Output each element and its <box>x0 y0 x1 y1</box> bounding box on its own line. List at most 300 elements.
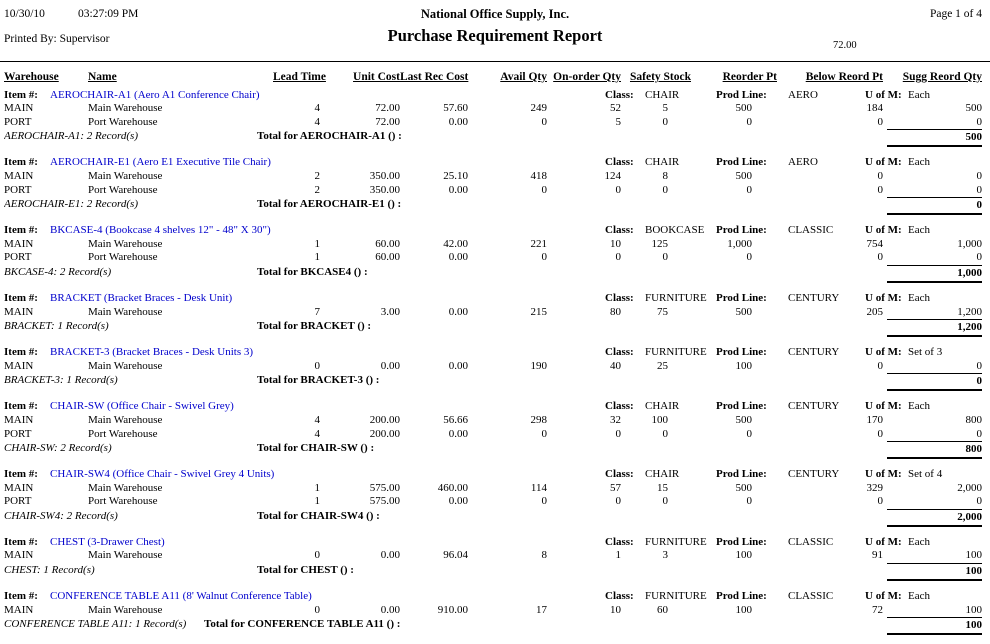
item-link[interactable]: BRACKET-3 (Bracket Braces - Desk Units 3) <box>50 346 254 359</box>
warehouse-name: Main Warehouse <box>88 237 163 250</box>
item-group <box>0 224 990 283</box>
col-below-reord-pt: Below Reord Pt <box>805 71 883 83</box>
group-total-row <box>0 617 990 635</box>
avail-qty-value: 8 <box>541 549 547 562</box>
item-header-row <box>0 536 990 550</box>
class-value: CHAIR <box>645 468 680 481</box>
warehouse-row <box>0 102 990 116</box>
below-reord-pt-value: 329 <box>866 481 883 494</box>
uofm-label: U of M: <box>865 224 902 237</box>
sugg-reord-qty-value: 2,000 <box>957 481 982 494</box>
warehouse-row <box>0 251 990 265</box>
avail-qty-value: 249 <box>530 102 547 115</box>
lead-time-value: 4 <box>314 413 320 426</box>
prod-line-value: CENTURY <box>788 468 840 481</box>
record-count-text: CHAIR-SW4: 2 Record(s) <box>4 509 118 522</box>
unit-cost-value: 3.00 <box>380 305 400 318</box>
item-header-row <box>0 224 990 238</box>
warehouse-row <box>0 549 990 563</box>
warehouse-name: Main Warehouse <box>88 603 163 616</box>
avail-qty-value: 0 <box>541 183 547 196</box>
class-value: CHAIR <box>645 88 680 101</box>
uofm-label: U of M: <box>865 590 902 603</box>
class-value: FURNITURE <box>645 346 707 359</box>
sugg-reord-qty-value: 0 <box>976 183 982 196</box>
record-count-text: AEROCHAIR-A1: 2 Record(s) <box>4 130 138 143</box>
warehouse-row <box>0 238 990 252</box>
item-number-label: Item #: <box>4 346 38 359</box>
uofm-value: Set of 4 <box>908 468 943 481</box>
record-count-text: BRACKET: 1 Record(s) <box>4 320 109 333</box>
lead-time-value: 1 <box>314 251 320 264</box>
safety-stock-value: 125 <box>651 237 668 250</box>
class-label: Class: <box>605 400 634 413</box>
warehouse-name: Main Warehouse <box>88 102 163 115</box>
last-rec-cost-value: 0.00 <box>448 115 468 128</box>
warehouse-row <box>0 482 990 496</box>
avail-qty-value: 418 <box>530 169 547 182</box>
item-link[interactable]: AEROCHAIR-A1 (Aero A1 Conference Chair) <box>50 88 260 101</box>
prod-line-value: CENTURY <box>788 400 840 413</box>
company-name: National Office Supply, Inc. <box>420 7 570 21</box>
avail-qty-value: 17 <box>536 603 547 616</box>
warehouse-code: MAIN <box>4 413 34 426</box>
avail-qty-value: 0 <box>541 427 547 440</box>
safety-stock-value: 60 <box>657 603 668 616</box>
last-rec-cost-value: 460.00 <box>437 481 468 494</box>
item-header-row <box>0 346 990 360</box>
uofm-value: Each <box>908 224 930 237</box>
safety-stock-value: 75 <box>657 305 668 318</box>
on-order-qty-value: 1 <box>615 549 621 562</box>
sugg-reord-qty-value: 0 <box>976 427 982 440</box>
group-total-row <box>0 319 990 337</box>
sugg-reord-qty-value: 0 <box>976 495 982 508</box>
lead-time-value: 7 <box>314 305 320 318</box>
safety-stock-value: 0 <box>662 427 668 440</box>
item-header-row <box>0 292 990 306</box>
lead-time-value: 0 <box>314 359 320 372</box>
uofm-label: U of M: <box>865 535 902 548</box>
below-reord-pt-value: 0 <box>877 495 883 508</box>
item-header-row <box>0 400 990 414</box>
group-total-label: Total for AEROCHAIR-A1 () : <box>257 130 402 143</box>
page-number: Page 1 of 4 <box>929 8 982 20</box>
sugg-reord-qty-value: 1,000 <box>957 237 982 250</box>
uofm-label: U of M: <box>865 291 902 304</box>
warehouse-row <box>0 360 990 374</box>
reorder-pt-value: 500 <box>735 481 752 494</box>
warehouse-name: Main Warehouse <box>88 359 163 372</box>
report-title: Purchase Requirement Report <box>387 26 603 45</box>
record-count-text: BKCASE-4: 2 Record(s) <box>4 265 112 278</box>
warehouse-name: Main Warehouse <box>88 549 163 562</box>
group-total-row <box>0 441 990 459</box>
item-link[interactable]: AEROCHAIR-E1 (Aero E1 Executive Tile Chair) <box>50 156 271 169</box>
on-order-qty-value: 0 <box>615 427 621 440</box>
record-count-text: CHAIR-SW: 2 Record(s) <box>4 442 112 455</box>
prod-line-value: AERO <box>788 156 818 169</box>
prod-line-value: CLASSIC <box>788 535 834 548</box>
group-total-value: 100 <box>887 563 982 581</box>
group-total-value: 1,000 <box>887 265 982 283</box>
sugg-reord-qty-value: 0 <box>976 251 982 264</box>
warehouse-row <box>0 604 990 618</box>
warehouse-code: MAIN <box>4 102 34 115</box>
on-order-qty-value: 0 <box>615 251 621 264</box>
prod-line-value: CENTURY <box>788 291 840 304</box>
warehouse-rows <box>0 549 990 563</box>
sugg-reord-qty-value: 0 <box>976 359 982 372</box>
item-link[interactable]: CHAIR-SW (Office Chair - Swivel Grey) <box>50 400 234 413</box>
unit-cost-value: 60.00 <box>375 251 400 264</box>
unit-cost-value: 575.00 <box>369 495 400 508</box>
class-label: Class: <box>605 346 634 359</box>
prod-line-label: Prod Line: <box>716 291 767 304</box>
report-parameter: 72.00 <box>833 40 857 51</box>
below-reord-pt-value: 754 <box>866 237 883 250</box>
warehouse-code: MAIN <box>4 169 34 182</box>
col-warehouse: Warehouse <box>4 71 59 83</box>
unit-cost-value: 0.00 <box>380 359 400 372</box>
reorder-pt-value: 100 <box>735 359 752 372</box>
on-order-qty-value: 5 <box>615 115 621 128</box>
class-label: Class: <box>605 468 634 481</box>
reorder-pt-value: 100 <box>735 603 752 616</box>
warehouse-code: MAIN <box>4 549 34 562</box>
safety-stock-value: 25 <box>657 359 668 372</box>
group-total-value: 0 <box>887 373 982 391</box>
last-rec-cost-value: 57.60 <box>443 102 468 115</box>
below-reord-pt-value: 0 <box>877 115 883 128</box>
below-reord-pt-value: 0 <box>877 183 883 196</box>
warehouse-row <box>0 495 990 509</box>
prod-line-value: AERO <box>788 88 818 101</box>
uofm-value: Each <box>908 535 930 548</box>
report-time: 03:27:09 PM <box>78 8 139 20</box>
prod-line-label: Prod Line: <box>716 156 767 169</box>
warehouse-name: Main Warehouse <box>88 413 163 426</box>
warehouse-rows <box>0 102 990 129</box>
item-link[interactable]: CONFERENCE TABLE A11 (8' Walnut Conference Table) <box>50 590 312 603</box>
report-body <box>0 89 990 636</box>
class-value: FURNITURE <box>645 291 707 304</box>
group-total-row <box>0 563 990 581</box>
warehouse-row <box>0 116 990 130</box>
avail-qty-value: 298 <box>530 413 547 426</box>
prod-line-label: Prod Line: <box>716 535 767 548</box>
group-total-value: 1,200 <box>887 319 982 337</box>
on-order-qty-value: 40 <box>610 359 621 372</box>
below-reord-pt-value: 0 <box>877 359 883 372</box>
item-group <box>0 536 990 581</box>
item-link[interactable]: BRACKET (Bracket Braces - Desk Unit) <box>50 291 233 304</box>
item-header-row <box>0 468 990 482</box>
reorder-pt-value: 0 <box>746 115 752 128</box>
on-order-qty-value: 32 <box>610 413 621 426</box>
below-reord-pt-value: 91 <box>872 549 883 562</box>
lead-time-value: 4 <box>314 427 320 440</box>
warehouse-rows <box>0 482 990 509</box>
item-number-label: Item #: <box>4 88 38 101</box>
unit-cost-value: 0.00 <box>380 549 400 562</box>
on-order-qty-value: 10 <box>610 603 621 616</box>
last-rec-cost-value: 25.10 <box>443 169 468 182</box>
safety-stock-value: 0 <box>662 183 668 196</box>
uofm-value: Set of 3 <box>908 346 943 359</box>
reorder-pt-value: 500 <box>735 305 752 318</box>
record-count-text: AEROCHAIR-E1: 2 Record(s) <box>4 198 138 211</box>
warehouse-code: MAIN <box>4 237 34 250</box>
uofm-value: Each <box>908 590 930 603</box>
warehouse-row <box>0 428 990 442</box>
printed-by: Printed By: Supervisor <box>4 33 110 45</box>
uofm-label: U of M: <box>865 400 902 413</box>
prod-line-value: CLASSIC <box>788 224 834 237</box>
last-rec-cost-value: 0.00 <box>448 251 468 264</box>
last-rec-cost-value: 0.00 <box>448 495 468 508</box>
col-avail-qty: Avail Qty <box>500 71 547 83</box>
group-total-row <box>0 197 990 215</box>
item-number-label: Item #: <box>4 400 38 413</box>
lead-time-value: 4 <box>314 102 320 115</box>
warehouse-name: Port Warehouse <box>88 183 158 196</box>
warehouse-code: PORT <box>4 251 32 264</box>
reorder-pt-value: 500 <box>735 169 752 182</box>
below-reord-pt-value: 170 <box>866 413 883 426</box>
col-lead-time: Lead Time <box>273 71 326 83</box>
class-label: Class: <box>605 224 634 237</box>
on-order-qty-value: 57 <box>610 481 621 494</box>
safety-stock-value: 5 <box>662 102 668 115</box>
last-rec-cost-value: 56.66 <box>443 413 468 426</box>
unit-cost-value: 72.00 <box>375 102 400 115</box>
col-sugg-reord-qty: Sugg Reord Qty <box>902 71 982 83</box>
record-count-text: BRACKET-3: 1 Record(s) <box>4 374 118 387</box>
uofm-value: Each <box>908 88 930 101</box>
avail-qty-value: 190 <box>530 359 547 372</box>
safety-stock-value: 3 <box>662 549 668 562</box>
on-order-qty-value: 10 <box>610 237 621 250</box>
warehouse-code: MAIN <box>4 603 34 616</box>
safety-stock-value: 0 <box>662 251 668 264</box>
lead-time-value: 0 <box>314 603 320 616</box>
warehouse-code: MAIN <box>4 305 34 318</box>
item-group <box>0 89 990 148</box>
last-rec-cost-value: 0.00 <box>448 427 468 440</box>
item-number-label: Item #: <box>4 468 38 481</box>
group-total-label: Total for CHEST () : <box>257 564 354 577</box>
prod-line-value: CLASSIC <box>788 590 834 603</box>
class-label: Class: <box>605 88 634 101</box>
warehouse-code: MAIN <box>4 481 34 494</box>
class-value: BOOKCASE <box>645 224 705 237</box>
item-header-row <box>0 89 990 103</box>
class-label: Class: <box>605 590 634 603</box>
lead-time-value: 2 <box>314 183 320 196</box>
avail-qty-value: 0 <box>541 495 547 508</box>
group-total-label: Total for CONFERENCE TABLE A11 () : <box>204 618 401 631</box>
item-number-label: Item #: <box>4 156 38 169</box>
last-rec-cost-value: 96.04 <box>443 549 468 562</box>
below-reord-pt-value: 0 <box>877 427 883 440</box>
on-order-qty-value: 0 <box>615 183 621 196</box>
warehouse-rows <box>0 306 990 320</box>
item-link[interactable]: CHEST (3-Drawer Chest) <box>50 535 165 548</box>
warehouse-rows <box>0 170 990 197</box>
last-rec-cost-value: 0.00 <box>448 183 468 196</box>
warehouse-name: Port Warehouse <box>88 427 158 440</box>
reorder-pt-value: 100 <box>735 549 752 562</box>
warehouse-code: PORT <box>4 495 32 508</box>
uofm-label: U of M: <box>865 156 902 169</box>
class-label: Class: <box>605 535 634 548</box>
avail-qty-value: 114 <box>530 481 547 494</box>
record-count-text: CONFERENCE TABLE A11: 1 Record(s) <box>4 618 187 631</box>
prod-line-label: Prod Line: <box>716 590 767 603</box>
avail-qty-value: 0 <box>541 251 547 264</box>
group-total-label: Total for AEROCHAIR-E1 () : <box>257 198 402 211</box>
group-total-label: Total for BKCASE4 () : <box>257 265 368 278</box>
item-number-label: Item #: <box>4 590 38 603</box>
lead-time-value: 4 <box>314 115 320 128</box>
below-reord-pt-value: 72 <box>872 603 883 616</box>
lead-time-value: 1 <box>314 481 320 494</box>
below-reord-pt-value: 184 <box>866 102 883 115</box>
report-date: 10/30/10 <box>4 8 45 20</box>
lead-time-value: 0 <box>314 549 320 562</box>
warehouse-rows <box>0 604 990 618</box>
last-rec-cost-value: 0.00 <box>448 359 468 372</box>
uofm-value: Each <box>908 156 930 169</box>
group-total-value: 800 <box>887 441 982 459</box>
on-order-qty-value: 0 <box>615 495 621 508</box>
col-on-order-qty: On-order Qty <box>553 71 621 83</box>
group-total-value: 100 <box>887 617 982 635</box>
item-group <box>0 400 990 459</box>
class-value: CHAIR <box>645 156 680 169</box>
group-total-row <box>0 373 990 391</box>
reorder-pt-value: 500 <box>735 413 752 426</box>
item-link[interactable]: CHAIR-SW4 (Office Chair - Swivel Grey 4 Units) <box>50 468 275 481</box>
reorder-pt-value: 0 <box>746 183 752 196</box>
item-number-label: Item #: <box>4 291 38 304</box>
class-value: FURNITURE <box>645 590 707 603</box>
reorder-pt-value: 0 <box>746 251 752 264</box>
unit-cost-value: 575.00 <box>369 481 400 494</box>
uofm-label: U of M: <box>865 346 902 359</box>
uofm-label: U of M: <box>865 468 902 481</box>
item-header-row <box>0 156 990 170</box>
prod-line-label: Prod Line: <box>716 224 767 237</box>
group-total-row <box>0 509 990 527</box>
warehouse-name: Port Warehouse <box>88 495 158 508</box>
reorder-pt-value: 0 <box>746 495 752 508</box>
reorder-pt-value: 0 <box>746 427 752 440</box>
below-reord-pt-value: 205 <box>866 305 883 318</box>
item-group <box>0 292 990 337</box>
reorder-pt-value: 1,000 <box>727 237 752 250</box>
group-total-row <box>0 129 990 147</box>
warehouse-name: Port Warehouse <box>88 251 158 264</box>
prod-line-label: Prod Line: <box>716 400 767 413</box>
group-total-label: Total for CHAIR-SW () : <box>257 442 375 455</box>
last-rec-cost-value: 0.00 <box>448 305 468 318</box>
report-header <box>0 0 990 62</box>
warehouse-code: PORT <box>4 115 32 128</box>
col-unit-cost: Unit Cost <box>353 71 400 83</box>
group-total-label: Total for BRACKET () : <box>257 320 372 333</box>
on-order-qty-value: 124 <box>604 169 621 182</box>
sugg-reord-qty-value: 100 <box>965 549 982 562</box>
warehouse-rows <box>0 238 990 265</box>
warehouse-row <box>0 170 990 184</box>
col-safety-stock: Safety Stock <box>629 71 691 83</box>
column-header-row <box>0 71 990 85</box>
prod-line-label: Prod Line: <box>716 88 767 101</box>
group-total-value: 500 <box>887 129 982 147</box>
unit-cost-value: 350.00 <box>369 169 400 182</box>
on-order-qty-value: 52 <box>610 102 621 115</box>
sugg-reord-qty-value: 100 <box>965 603 982 616</box>
group-total-value: 0 <box>887 197 982 215</box>
warehouse-rows <box>0 360 990 374</box>
unit-cost-value: 200.00 <box>369 427 400 440</box>
last-rec-cost-value: 42.00 <box>443 237 468 250</box>
class-label: Class: <box>605 156 634 169</box>
group-total-row <box>0 265 990 283</box>
reorder-pt-value: 500 <box>735 102 752 115</box>
sugg-reord-qty-value: 800 <box>965 413 982 426</box>
class-label: Class: <box>605 291 634 304</box>
unit-cost-value: 200.00 <box>369 413 400 426</box>
sugg-reord-qty-value: 1,200 <box>957 305 982 318</box>
avail-qty-value: 0 <box>541 115 547 128</box>
lead-time-value: 1 <box>314 237 320 250</box>
unit-cost-value: 72.00 <box>375 115 400 128</box>
safety-stock-value: 0 <box>662 115 668 128</box>
item-group <box>0 346 990 391</box>
unit-cost-value: 60.00 <box>375 237 400 250</box>
lead-time-value: 1 <box>314 495 320 508</box>
below-reord-pt-value: 0 <box>877 169 883 182</box>
warehouse-name: Main Warehouse <box>88 305 163 318</box>
safety-stock-value: 0 <box>662 495 668 508</box>
lead-time-value: 2 <box>314 169 320 182</box>
unit-cost-value: 350.00 <box>369 183 400 196</box>
warehouse-code: MAIN <box>4 359 34 372</box>
prod-line-value: CENTURY <box>788 346 840 359</box>
group-total-value: 2,000 <box>887 509 982 527</box>
item-group <box>0 156 990 215</box>
group-total-label: Total for BRACKET-3 () : <box>257 374 380 387</box>
unit-cost-value: 0.00 <box>380 603 400 616</box>
item-group <box>0 590 990 635</box>
item-number-label: Item #: <box>4 224 38 237</box>
col-name: Name <box>88 71 117 83</box>
safety-stock-value: 100 <box>651 413 668 426</box>
avail-qty-value: 221 <box>530 237 547 250</box>
sugg-reord-qty-value: 0 <box>976 169 982 182</box>
warehouse-row <box>0 184 990 198</box>
last-rec-cost-value: 910.00 <box>437 603 468 616</box>
record-count-text: CHEST: 1 Record(s) <box>4 564 95 577</box>
warehouse-code: PORT <box>4 183 32 196</box>
item-link[interactable]: BKCASE-4 (Bookcase 4 shelves 12" - 48" X 30") <box>50 224 271 237</box>
class-value: FURNITURE <box>645 535 707 548</box>
on-order-qty-value: 80 <box>610 305 621 318</box>
item-header-row <box>0 590 990 604</box>
